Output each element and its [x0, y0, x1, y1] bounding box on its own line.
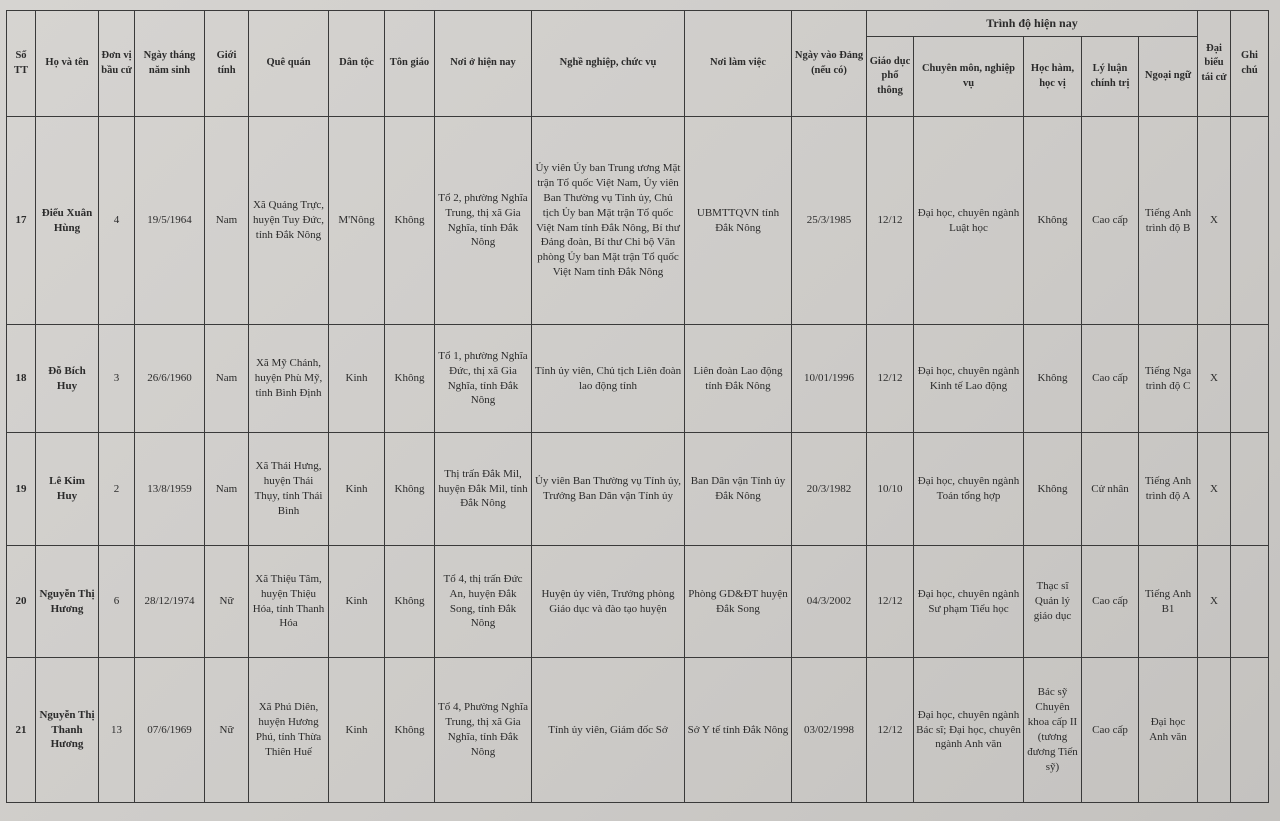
table-row — [7, 658, 1269, 803]
cell-don-vi: 2 — [99, 433, 135, 546]
cell-dai-bieu: X — [1198, 546, 1231, 658]
cell-nghe-nghiep: Ủy viên Ban Thường vụ Tỉnh ủy, Trưởng Ban Dân vận Tỉnh ủy — [532, 433, 685, 546]
cell-giao-duc: 12/12 — [867, 658, 914, 803]
cell-hoc-ham: Thạc sĩ Quản lý giáo dục — [1024, 546, 1082, 658]
cell-ghi-chu — [1231, 433, 1269, 546]
cell-ton-giao: Không — [385, 117, 435, 325]
cell-giao-duc: 12/12 — [867, 546, 914, 658]
candidate-table — [6, 10, 1269, 803]
cell-nghe-nghiep: Huyện ủy viên, Trưởng phòng Giáo dục và đào tạo huyện — [532, 546, 685, 658]
cell-noi-lam-viec: UBMTTQVN tỉnh Đắk Nông — [685, 117, 792, 325]
cell-ngoai-ngu: Đại học Anh văn — [1139, 658, 1198, 803]
cell-dan-toc: Kinh — [329, 433, 385, 546]
cell-ghi-chu — [1231, 658, 1269, 803]
cell-ly-luan: Cử nhân — [1082, 433, 1139, 546]
cell-dan-toc: Kinh — [329, 658, 385, 803]
cell-ton-giao: Không — [385, 658, 435, 803]
cell-ho-ten: Nguyễn Thị Thanh Hương — [36, 658, 99, 803]
cell-noi-lam-viec: Phòng GD&ĐT huyện Đắk Song — [685, 546, 792, 658]
header-gioi-tinh: Giới tính — [205, 11, 249, 117]
cell-chuyen-mon: Đại học, chuyên ngành Bác sĩ; Đại học, chuyên ngành Anh văn — [914, 658, 1024, 803]
header-chuyen-mon: Chuyên môn, nghiệp vụ — [914, 37, 1024, 117]
cell-ghi-chu — [1231, 325, 1269, 433]
cell-noi-lam-viec: Liên đoàn Lao động tỉnh Đắk Nông — [685, 325, 792, 433]
header-ngoai-ngu: Ngoại ngữ — [1139, 37, 1198, 117]
header-que-quan: Quê quán — [249, 11, 329, 117]
header-dan-toc: Dân tộc — [329, 11, 385, 117]
cell-ho-ten: Lê Kim Huy — [36, 433, 99, 546]
cell-giao-duc: 10/10 — [867, 433, 914, 546]
cell-ngay-vao-dang: 25/3/1985 — [792, 117, 867, 325]
header-hoc-ham: Học hàm, học vị — [1024, 37, 1082, 117]
cell-ho-ten: Nguyễn Thị Hương — [36, 546, 99, 658]
cell-dai-bieu: X — [1198, 117, 1231, 325]
cell-noi-o: Tổ 4, Phường Nghĩa Trung, thị xã Gia Nghĩa, tỉnh Đắk Nông — [435, 658, 532, 803]
cell-stt: 18 — [7, 325, 36, 433]
header-stt: Số TT — [7, 11, 36, 117]
cell-ton-giao: Không — [385, 546, 435, 658]
cell-stt: 20 — [7, 546, 36, 658]
header-ngay-vao-dang: Ngày vào Đảng (nếu có) — [792, 11, 867, 117]
cell-ngoai-ngu: Tiếng Nga trình độ C — [1139, 325, 1198, 433]
cell-ngoai-ngu: Tiếng Anh B1 — [1139, 546, 1198, 658]
header-don-vi: Đơn vị bầu cử — [99, 11, 135, 117]
cell-ho-ten: Điểu Xuân Hùng — [36, 117, 99, 325]
cell-chuyen-mon: Đại học, chuyên ngành Toán tổng hợp — [914, 433, 1024, 546]
cell-dai-bieu — [1198, 658, 1231, 803]
cell-dai-bieu: X — [1198, 433, 1231, 546]
cell-nghe-nghiep: Tỉnh ủy viên, Chủ tịch Liên đoàn lao động tỉnh — [532, 325, 685, 433]
cell-hoc-ham: Không — [1024, 117, 1082, 325]
header-noi-o: Nơi ở hiện nay — [435, 11, 532, 117]
cell-hoc-ham: Không — [1024, 433, 1082, 546]
cell-giao-duc: 12/12 — [867, 325, 914, 433]
cell-ly-luan: Cao cấp — [1082, 325, 1139, 433]
cell-ghi-chu — [1231, 546, 1269, 658]
cell-don-vi: 3 — [99, 325, 135, 433]
cell-don-vi: 4 — [99, 117, 135, 325]
cell-noi-lam-viec: Ban Dân vận Tỉnh ủy Đắk Nông — [685, 433, 792, 546]
cell-don-vi: 13 — [99, 658, 135, 803]
header-giao-duc: Giáo dục phổ thông — [867, 37, 914, 117]
table-row — [7, 433, 1269, 546]
cell-nghe-nghiep: Ủy viên Ủy ban Trung ương Mặt trận Tổ quốc Việt Nam, Ủy viên Ban Thường vụ Tỉnh ủy, Chủ tịch Ủy ban Mặt trận Tổ quốc Việt Nam tỉnh Đắk Nông, Bí thư Đảng đoàn, Bí thư Chi bộ Văn phòng Ủy ban Mặt trận Tổ quốc Việt Nam tỉnh Đắk Nông — [532, 117, 685, 325]
cell-ho-ten: Đỗ Bích Huy — [36, 325, 99, 433]
cell-ghi-chu — [1231, 117, 1269, 325]
header-ly-luan: Lý luận chính trị — [1082, 37, 1139, 117]
cell-ngay-sinh: 07/6/1969 — [135, 658, 205, 803]
cell-ngay-vao-dang: 03/02/1998 — [792, 658, 867, 803]
cell-ly-luan: Cao cấp — [1082, 658, 1139, 803]
cell-ngay-sinh: 26/6/1960 — [135, 325, 205, 433]
cell-gioi-tinh: Nam — [205, 433, 249, 546]
cell-gioi-tinh: Nữ — [205, 658, 249, 803]
cell-dan-toc: M'Nông — [329, 117, 385, 325]
cell-stt: 21 — [7, 658, 36, 803]
cell-ngay-sinh: 19/5/1964 — [135, 117, 205, 325]
cell-gioi-tinh: Nam — [205, 325, 249, 433]
cell-noi-o: Thị trấn Đắk Mil, huyện Đắk Mil, tỉnh Đắk Nông — [435, 433, 532, 546]
cell-noi-o: Tổ 1, phường Nghĩa Đức, thị xã Gia Nghĩa, tỉnh Đắk Nông — [435, 325, 532, 433]
cell-que-quan: Xã Quảng Trực, huyện Tuy Đức, tỉnh Đắk Nông — [249, 117, 329, 325]
header-trinh-do: Trình độ hiện nay — [867, 11, 1198, 37]
cell-ngay-vao-dang: 20/3/1982 — [792, 433, 867, 546]
header-ghi-chu: Ghi chú — [1231, 11, 1269, 117]
cell-dan-toc: Kinh — [329, 546, 385, 658]
cell-stt: 19 — [7, 433, 36, 546]
cell-ngoai-ngu: Tiếng Anh trình độ A — [1139, 433, 1198, 546]
header-dai-bieu: Đại biểu tái cử — [1198, 11, 1231, 117]
header-ho-ten: Họ và tên — [36, 11, 99, 117]
cell-noi-lam-viec: Sở Y tế tỉnh Đắk Nông — [685, 658, 792, 803]
header-ton-giao: Tôn giáo — [385, 11, 435, 117]
cell-ngay-vao-dang: 04/3/2002 — [792, 546, 867, 658]
table-row — [7, 117, 1269, 325]
cell-ton-giao: Không — [385, 325, 435, 433]
cell-dai-bieu: X — [1198, 325, 1231, 433]
cell-dan-toc: Kinh — [329, 325, 385, 433]
table-row — [7, 546, 1269, 658]
cell-chuyen-mon: Đại học, chuyên ngành Luật học — [914, 117, 1024, 325]
cell-chuyen-mon: Đại học, chuyên ngành Kinh tế Lao động — [914, 325, 1024, 433]
table-row — [7, 325, 1269, 433]
cell-que-quan: Xã Phú Diên, huyện Hương Phú, tỉnh Thừa Thiên Huế — [249, 658, 329, 803]
cell-ngoai-ngu: Tiếng Anh trình độ B — [1139, 117, 1198, 325]
cell-hoc-ham: Bác sỹ Chuyên khoa cấp II (tương đương Tiến sỹ) — [1024, 658, 1082, 803]
cell-noi-o: Tổ 2, phường Nghĩa Trung, thị xã Gia Nghĩa, tỉnh Đắk Nông — [435, 117, 532, 325]
cell-don-vi: 6 — [99, 546, 135, 658]
cell-nghe-nghiep: Tỉnh ủy viên, Giám đốc Sở — [532, 658, 685, 803]
cell-hoc-ham: Không — [1024, 325, 1082, 433]
cell-gioi-tinh: Nữ — [205, 546, 249, 658]
cell-chuyen-mon: Đại học, chuyên ngành Sư phạm Tiểu học — [914, 546, 1024, 658]
cell-giao-duc: 12/12 — [867, 117, 914, 325]
cell-ngay-sinh: 13/8/1959 — [135, 433, 205, 546]
cell-ly-luan: Cao cấp — [1082, 546, 1139, 658]
cell-stt: 17 — [7, 117, 36, 325]
cell-gioi-tinh: Nam — [205, 117, 249, 325]
cell-ly-luan: Cao cấp — [1082, 117, 1139, 325]
cell-que-quan: Xã Mỹ Chánh, huyện Phù Mỹ, tỉnh Bình Định — [249, 325, 329, 433]
header-nghe-nghiep: Nghề nghiệp, chức vụ — [532, 11, 685, 117]
header-noi-lam-viec: Nơi làm việc — [685, 11, 792, 117]
cell-ton-giao: Không — [385, 433, 435, 546]
cell-ngay-sinh: 28/12/1974 — [135, 546, 205, 658]
cell-noi-o: Tổ 4, thị trấn Đức An, huyện Đắk Song, tỉnh Đắk Nông — [435, 546, 532, 658]
cell-ngay-vao-dang: 10/01/1996 — [792, 325, 867, 433]
header-ngay-sinh: Ngày tháng năm sinh — [135, 11, 205, 117]
cell-que-quan: Xã Thiệu Tâm, huyện Thiệu Hóa, tỉnh Thanh Hóa — [249, 546, 329, 658]
cell-que-quan: Xã Thái Hưng, huyện Thái Thụy, tỉnh Thái Bình — [249, 433, 329, 546]
